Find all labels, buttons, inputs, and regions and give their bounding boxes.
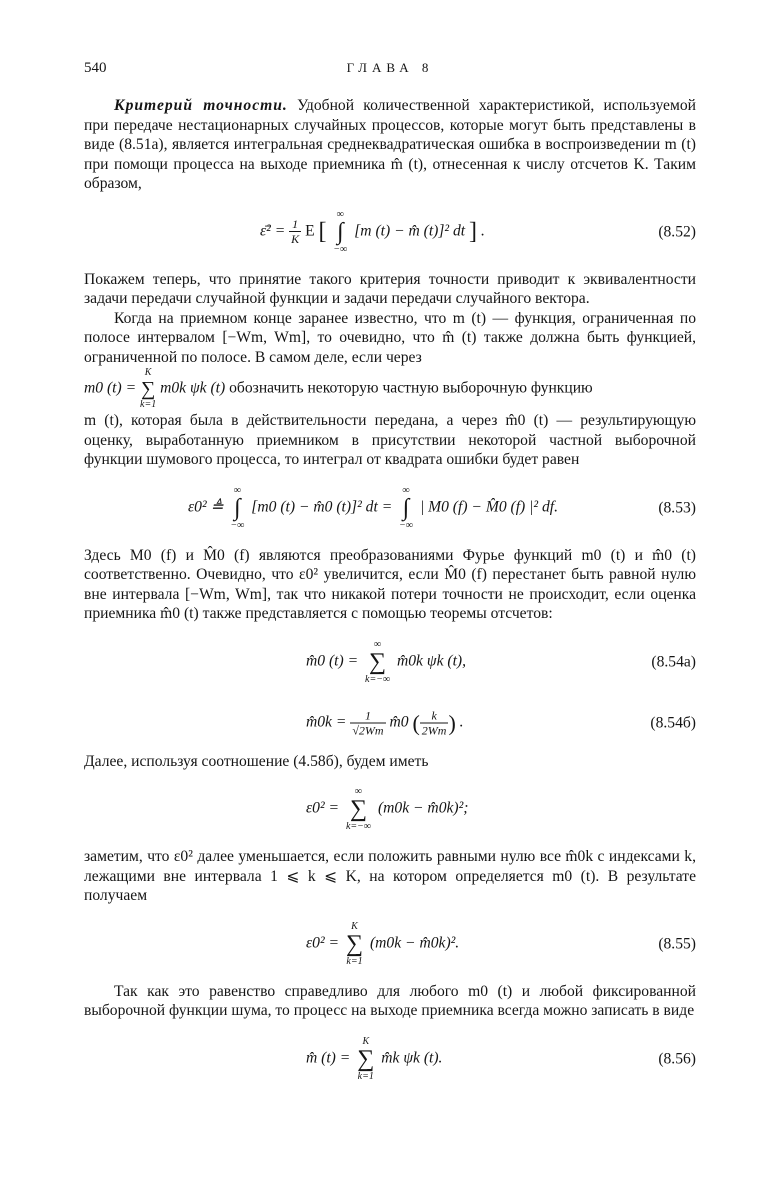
left-bracket: [ xyxy=(318,217,327,244)
integral-sign: ∞ ∫ −∞ xyxy=(399,484,414,531)
frac-num: 1 xyxy=(350,708,385,723)
equation-body xyxy=(306,1036,442,1082)
eq-lhs: m̂ (t) = xyxy=(306,1049,351,1067)
lower-limit: k=1 xyxy=(357,1070,374,1082)
paragraph-estimate: m (t), которая была в действительности передана, а через m̂0 (t) — результирующую оценку, выработанную приемником в присутствии некоторой частной выборочной функции шумового процесса, то интеграл от квадрата ошибки будет равен xyxy=(84,412,696,468)
equation-8-56 xyxy=(84,1027,696,1091)
lower-limit: −∞ xyxy=(230,519,245,531)
upper-limit: ∞ xyxy=(336,208,344,220)
eq-rhs: (m0k − m̂0k)²; xyxy=(377,799,469,817)
equation-body xyxy=(306,786,468,832)
paragraph-text: Удобной количественной характеристикой, используемой при передаче нестационарных случайных процессов, которые могут быть представлены в виде (8.51а), является интегральная среднеквадратическая ошибка в воспроизведении m (t) при помощи процесса на выходе приемника m̂ (t), отнесенная к числу отсчетов K. Таким образом, xyxy=(84,97,696,192)
frac-den: √2Wm xyxy=(352,723,384,737)
equation-body xyxy=(188,485,558,531)
frac-num: 1 xyxy=(289,217,301,232)
upper-limit: K xyxy=(351,920,358,932)
equation-body: ε̄² = $\frac{1}{K}$ E [ ∞ ∫ −∞ [m (t) − m̂ (t)]² dt ] . xyxy=(260,208,485,255)
paragraph-relation: Далее, используя соотношение (4.58б), будем иметь xyxy=(84,752,429,770)
eq-lhs: ε0² ≜ xyxy=(188,498,224,516)
paragraph-lead: Критерий точности. xyxy=(114,97,288,114)
equation-8-52 xyxy=(84,200,696,264)
eq-lhs: m̂0 (t) = xyxy=(306,652,359,670)
lower-limit: k=−∞ xyxy=(345,821,372,832)
eq-mid: m̂0 xyxy=(389,713,409,731)
arg-den: 2Wm xyxy=(421,723,447,737)
eq-middle: [m0 (t) − m̂0 (t)]² dt = xyxy=(251,498,393,516)
upper-limit: ∞ xyxy=(373,638,382,650)
lower-limit: k=−∞ xyxy=(365,673,391,685)
eq-integrand: [m (t) − m̂ (t)]² dt xyxy=(354,222,466,240)
body-text xyxy=(84,96,696,1097)
equation-body xyxy=(306,639,466,685)
eq-rhs: (m0k − m̂0k)². xyxy=(369,934,460,952)
eq-rhs: | M0 (f) − M̂0 (f) |² df. xyxy=(419,498,559,516)
sum-sign: K ∑ k=1 xyxy=(357,1035,375,1082)
equation-8-54b xyxy=(84,700,696,746)
equation-body xyxy=(306,921,459,967)
eq-fraction xyxy=(289,217,301,246)
paragraph-sample-function xyxy=(84,367,696,411)
equation-number: (8.53) xyxy=(658,498,696,516)
lower-limit: k=1 xyxy=(346,955,363,967)
expectation-symbol: E xyxy=(305,222,315,240)
upper-limit: ∞ xyxy=(233,484,242,496)
paragraph-fourier: Здесь M0 (f) и M̂0 (f) являются преобразованиями Фурье функций m0 (t) и m̂0 (t) соответственно. Очевидно, что ε0² увеличится, если M̂0 (f) перестанет быть равной нулю вне интервала [−Wm, Wm], так что никакой потери точности не происходит, если оценка приемника m̂0 (t) также представляется с помощью теоремы отсчетов: xyxy=(84,546,696,622)
paragraph-criterion xyxy=(84,96,696,194)
equation-number: (8.55) xyxy=(658,934,696,952)
inline-sum-up: K xyxy=(144,367,152,378)
sum-sign: K ∑ k=1 xyxy=(345,920,364,967)
eq-arg-fraction xyxy=(420,708,449,737)
equation-8-53 xyxy=(84,476,696,540)
frac-den: K xyxy=(291,232,300,246)
eq-rhs: m̂k ψk (t). xyxy=(381,1049,443,1067)
equation-unnumbered xyxy=(84,777,696,841)
chapter-title: ГЛАВА 8 xyxy=(346,60,434,75)
eq-lhs: ε̄² xyxy=(260,222,271,240)
lower-limit: −∞ xyxy=(333,243,348,255)
inline-post: обозначить некоторую частную выборочную функцию xyxy=(229,379,593,397)
paragraph-bandlimited: Когда на приемном конце заранее известно, что m (t) — функция, ограниченная по полосе интервалом [−Wm, Wm], то очевидно, что m̂ (t) также должна быть функцией, ограниченной по полосе. В самом деле, если через xyxy=(84,309,696,366)
integral-sign: ∞ ∫ −∞ xyxy=(230,484,245,531)
eq-rhs: m̂0k ψk (t), xyxy=(397,652,466,670)
equation-8-54a xyxy=(84,630,696,694)
equation-number: (8.54б) xyxy=(650,713,696,731)
paragraph-receiver-output: Так как это равенство справедливо для любого m0 (t) и любой фиксированной выборочной функции шума, то процесс на выходе приемника всегда можно записать в виде xyxy=(84,982,696,1019)
equation-number: (8.56) xyxy=(658,1049,696,1067)
inline-sum-lo: k=1 xyxy=(140,399,157,410)
lower-limit: −∞ xyxy=(399,519,414,531)
upper-limit: ∞ xyxy=(354,786,363,797)
paragraph-reduction: заметим, что ε0² далее уменьшается, если положить равными нулю все m̂0k с индексами k, лежащими вне интервала 1 ⩽ k ⩽ K, на котором определяется m0 (t). В результате получаем xyxy=(84,848,696,904)
equation-number: (8.54а) xyxy=(651,652,696,670)
inline-expr: m0k ψk (t) xyxy=(160,379,226,397)
eq-lhs: ε0² = xyxy=(306,934,340,952)
right-bracket: ] xyxy=(469,217,478,244)
equation-number: (8.52) xyxy=(658,222,696,240)
eq-lhs: ε0² = xyxy=(306,799,340,817)
upper-limit: ∞ xyxy=(402,484,410,496)
sum-sign: ∞ ∑ k=−∞ xyxy=(345,786,372,832)
upper-limit: K xyxy=(362,1035,370,1047)
equation-body: m̂0k = $\frac{1}{√2Wm}$ m̂0 ( $\frac{k}{2Wm}$ ) . xyxy=(306,708,464,737)
running-header xyxy=(84,60,696,82)
eq-fraction xyxy=(350,708,385,737)
page-number: 540 xyxy=(84,60,107,76)
paragraph-equivalence: Покажем теперь, что принятие такого критерия точности приводит к эквивалентности задачи передачи случайной функции и задачи передачи случайного вектора. xyxy=(84,270,696,307)
integral-sign: ∞ ∫ −∞ xyxy=(333,208,348,255)
inline-sum: K ∑ k=1 xyxy=(140,367,157,410)
arg-num: k xyxy=(420,708,449,723)
equation-8-55 xyxy=(84,912,696,976)
inline-lhs: m0 (t) = xyxy=(84,379,137,397)
eq-lhs: m̂0k = xyxy=(306,713,347,731)
sum-sign: ∞ ∑ k=−∞ xyxy=(365,638,391,685)
